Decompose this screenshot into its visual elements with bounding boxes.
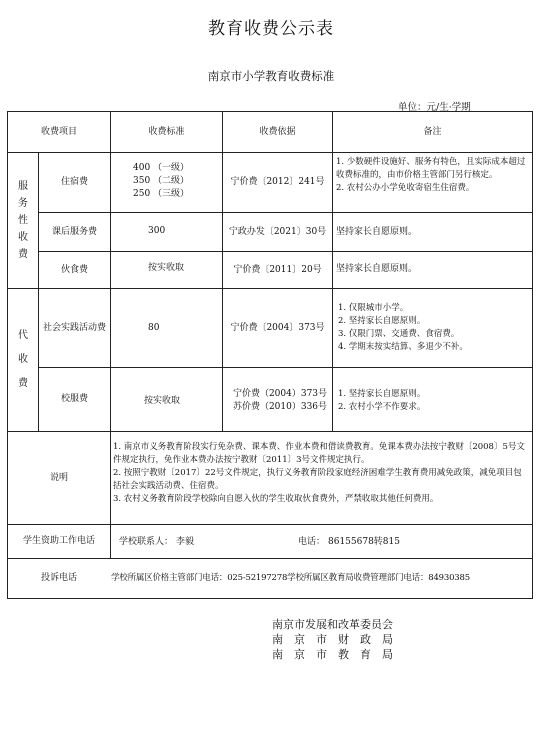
row-standard-social-practice: 80 [148, 323, 160, 333]
signature-block [272, 617, 393, 662]
page-title: 教育收费公示表 [208, 19, 334, 39]
remark-line: 3. 仅限门票、交通费、食宿费。 [338, 329, 460, 339]
remark-line: 2. 坚持家长自愿原则。 [338, 316, 426, 326]
explanation-text [113, 441, 530, 506]
row-basis-after-school: 宁政办发〔2021〕30号 [228, 226, 327, 237]
row-basis-accommodation: 宁价费〔2012〕241号 [230, 177, 325, 187]
row-remark-after-school: 坚持家长自愿原则。 [336, 227, 418, 237]
explanation-line: 3. 农村义务教育阶段学校除向自愿入伙的学生收取伙食费外，严禁收取其他任何费用。 [113, 494, 439, 504]
remark-line: 1. 坚持家长自愿原则。 [338, 389, 426, 399]
row-remark-social-practice [338, 302, 530, 354]
standard-level-2: 350 （二级） [133, 176, 190, 186]
aid-contact-label: 学校联系人： [119, 537, 174, 547]
aid-phone: 86155678转815 [328, 537, 400, 547]
remark-line: 4. 学期末按实结算、多退少不补。 [338, 342, 468, 352]
standard-level-1: 400 （一级） [133, 163, 190, 173]
signature-line: 南 京 市 财 政 局 [272, 633, 393, 646]
page-subtitle: 南京市小学教育收费标准 [207, 69, 335, 83]
explanation-label: 说明 [49, 472, 68, 483]
header-basis: 收费依据 [259, 126, 296, 137]
header-standard: 收费标准 [148, 126, 185, 137]
unit-label: 单位：元/生·学期 [398, 102, 471, 113]
row-item-uniform: 校服费 [60, 394, 88, 404]
aid-contact-name: 李毅 [176, 537, 195, 547]
row-standard-after-school: 300 [148, 226, 166, 236]
row-item-meals: 伙食费 [60, 264, 88, 275]
signature-line: 南京市发展和改革委员会 [272, 618, 393, 631]
remark-line: 2. 农村公办小学免收寄宿生住宿费。 [336, 183, 475, 193]
row-basis-social-practice: 宁价费〔2004〕373号 [230, 322, 325, 333]
aid-label: 学生资助工作电话 [22, 536, 95, 546]
header-remark: 备注 [423, 126, 442, 137]
row-standard-uniform: 按实收取 [144, 396, 181, 406]
basis-line: 宁价费（2004）373号 [232, 389, 328, 399]
standard-level-3: 250 （三级） [133, 189, 190, 199]
remark-line: 1. 仅限城市小学。 [338, 303, 409, 313]
row-basis-uniform [229, 388, 331, 414]
row-item-accommodation: 住宿费 [60, 177, 88, 187]
group-agency-label: 代收费 [18, 330, 28, 389]
group-service-label: 服务性收费 [18, 180, 28, 260]
header-item: 收费项目 [40, 126, 77, 137]
explanation-line: 2. 按照宁教财〔2017〕22号文件规定，执行义务教育阶段家庭经济困难学生教育费用减免政策，减免项目包括社会实践活动费、住宿费。 [113, 468, 522, 491]
row-remark-meals: 坚持家长自愿原则。 [336, 264, 418, 274]
remark-line: 2. 农村小学不作要求。 [338, 402, 426, 412]
complaint-label: 投诉电话 [40, 573, 77, 583]
row-item-social-practice: 社会实践活动费 [42, 322, 106, 333]
row-item-after-school: 课后服务费 [51, 226, 97, 237]
remark-line: 1. 少数硬件设施好、服务有特色，且实际成本超过收费标准的，由市价格主管部门另行核定。 [336, 157, 526, 180]
row-standard-meals: 按实收取 [148, 263, 185, 273]
basis-line: 苏价费（2010）336号 [232, 402, 328, 412]
row-standard-accommodation [133, 162, 221, 201]
signature-line: 南 京 市 教 育 局 [272, 648, 393, 661]
aid-phone-label: 电话： [298, 537, 326, 547]
row-basis-meals: 宁价费〔2011〕20号 [233, 264, 322, 275]
explanation-line: 1. 南京市义务教育阶段实行免杂费、课本费、作业本费和借读费教育。免课本费办法按宁教财〔2008〕5号文件规定执行，免作业本费办法按宁教财〔2011〕3号文件规定执行。 [113, 442, 525, 465]
row-remark-accommodation [336, 156, 529, 195]
row-remark-uniform [338, 388, 530, 414]
complaint-text: 学校所属区价格主管部门电话：025-52197278学校所属区教育局收费管理部门电话：84930385 [111, 573, 470, 583]
